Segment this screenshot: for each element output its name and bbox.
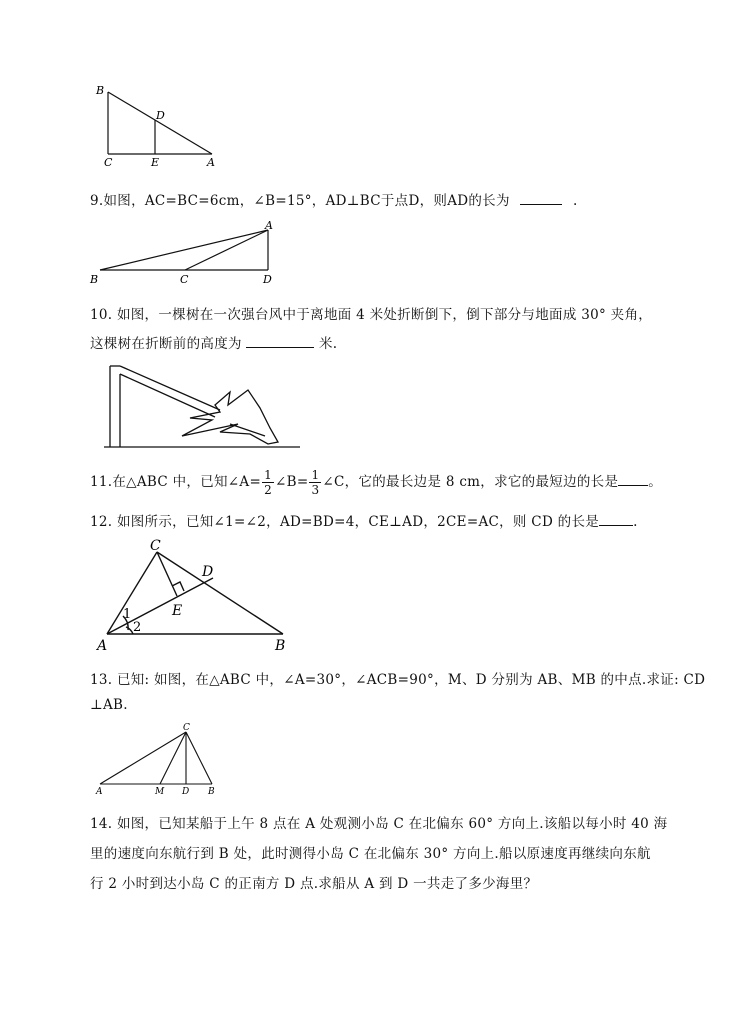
- question-12: [90, 510, 638, 530]
- q13-line2-text: ⊥AB.: [90, 697, 128, 713]
- label-e: E: [172, 603, 183, 619]
- q14-line3-text: 行 2 小时到达小岛 C 的正南方 D 点.求船从 A 到 D 一共走了多少海里？: [90, 876, 538, 892]
- label-b: B: [90, 273, 99, 286]
- q14-line1-text: 14. 如图，已知某船于上午 8 点在 A 处观测小岛 C 在北偏东 60° 方向上.该船以每小时 40 海: [90, 816, 668, 832]
- label-b: B: [96, 84, 105, 97]
- question-10-line-1: [90, 303, 652, 323]
- q10-answer-blank[interactable]: [246, 335, 314, 348]
- q12-answer-blank[interactable]: [599, 513, 633, 526]
- label-d: D: [263, 273, 272, 286]
- label-a: A: [265, 220, 273, 232]
- label-a: A: [96, 787, 103, 797]
- q11-answer-blank[interactable]: [618, 473, 648, 486]
- question-14-line-1: [90, 812, 667, 832]
- q11-prefix: 11.在△ABC 中，已知∠A=: [90, 474, 262, 490]
- fraction-one-third: [309, 468, 321, 497]
- question-11: [90, 468, 662, 497]
- q9-period: .: [572, 193, 578, 209]
- figure-q8: [90, 82, 225, 172]
- question-9: [90, 189, 578, 209]
- q11-suffix: ∠C，它的最长边是 8 cm，求它的最短边的长是: [322, 474, 619, 490]
- figure-q10-tree: [100, 360, 310, 456]
- figure-q9: [88, 220, 283, 288]
- fraction-one-half: [262, 468, 274, 497]
- q12-period: .: [633, 514, 638, 530]
- frac1-numerator: 1: [264, 468, 273, 482]
- label-angle-1: 1: [123, 607, 132, 622]
- q14-line2-text: 里的速度向东航行到 B 处，此时测得小岛 C 在北偏东 30° 方向上.船以原速度再继续向东航: [90, 846, 651, 862]
- question-10-line-2: [90, 332, 337, 352]
- q10-line2-suffix: 米.: [319, 336, 338, 352]
- frac1-denominator: 2: [264, 483, 273, 497]
- q11-end: 。: [648, 474, 663, 490]
- question-14-line-2: [90, 842, 651, 862]
- label-a: A: [207, 156, 215, 169]
- q12-text: 12. 如图所示，已知∠1=∠2，AD=BD=4，CE⊥AD，2CE=AC，则 CD 的长是: [90, 514, 600, 530]
- q13-line1-text: 13. 已知: 如图，在△ABC 中，∠A=30°，∠ACB=90°，M、D 分别为 AB、MB 的中点.求证: CD: [90, 672, 706, 688]
- question-14-line-3: [90, 872, 537, 892]
- label-b: B: [275, 638, 286, 654]
- label-c: C: [183, 723, 190, 733]
- label-e: E: [151, 156, 160, 169]
- question-13-line-2: [90, 697, 128, 713]
- q10-line1-text: 10. 如图，一棵树在一次强台风中于离地面 4 米处折断倒下，倒下部分与地面成 30° 夹角，: [90, 307, 653, 323]
- label-b: B: [208, 787, 215, 797]
- q9-answer-blank[interactable]: [520, 192, 562, 205]
- q10-line2-text: 这棵树在折断前的高度为: [90, 336, 242, 352]
- frac2-denominator: 3: [311, 483, 320, 497]
- question-13-line-1: [90, 668, 705, 688]
- figure-q13: [92, 722, 222, 797]
- figure-q12: [95, 536, 300, 654]
- label-d: D: [156, 109, 165, 122]
- label-c: C: [180, 273, 189, 286]
- frac2-numerator: 1: [311, 468, 320, 482]
- q9-text: 9.如图，AC=BC=6cm，∠B=15°，AD⊥BC于点D，则AD的长为: [90, 193, 510, 209]
- label-c: C: [104, 156, 113, 169]
- label-angle-2: 2: [133, 620, 142, 635]
- label-m: M: [155, 787, 165, 797]
- label-d: D: [182, 787, 190, 797]
- q11-mid: ∠B=: [275, 474, 309, 490]
- label-d: D: [202, 564, 214, 580]
- label-a: A: [97, 638, 108, 654]
- label-c: C: [150, 538, 161, 554]
